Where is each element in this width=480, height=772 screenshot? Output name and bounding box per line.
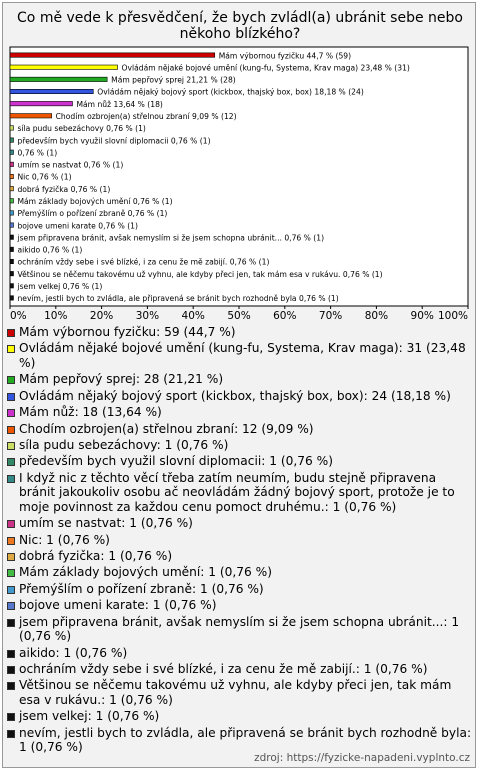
legend-item [6, 422, 476, 437]
legend-label: Přemýšlím o pořízení zbraně: 1 (0,76 %) [19, 581, 264, 596]
legend-label: nevím, jestli bych to zvládla, ale připravená se bránit bych rozhodně byla: 1 (0,76 %) [19, 725, 472, 755]
legend-swatch [7, 458, 15, 466]
tick-label: 20% [89, 310, 114, 322]
data-label: ochráním vždy sebe i své blízké, i za cenu že mě zabijí. 0,76 % (1) [17, 257, 270, 267]
tick-label: 40% [181, 310, 205, 322]
bar-chart [0, 0, 480, 325]
legend-item [6, 533, 476, 548]
legend-swatch [7, 442, 15, 450]
data-label: dobrá fyzička 0,76 % (1) [17, 184, 111, 194]
legend-label: I když nic z těchto věcí třeba zatím neumím, budu stejně připravena bránit jakoukoliv osobu ač neovládám žádný bojový sport, protože je to moje povinnost za každou cenu pomoct druhému.: 1 (0,76 %) [19, 470, 455, 514]
data-label: Chodím ozbrojen(a) střelnou zbraní 9,09 % (12) [55, 111, 237, 121]
data-label: Ovládám nějaké bojové umění (kung-fu, Systema, Krav maga) 23,48 % (31) [121, 63, 410, 73]
bar [10, 211, 13, 215]
chart-legend [6, 325, 476, 757]
legend-swatch [7, 586, 15, 594]
legend-label: dobrá fyzička: 1 (0,76 %) [19, 549, 173, 564]
legend-item [6, 709, 476, 724]
legend-label: bojove umeni karate: 1 (0,76 %) [19, 598, 217, 613]
legend-swatch [7, 666, 15, 674]
legend-label: síla pudu sebezáchovy: 1 (0,76 %) [19, 437, 229, 452]
tick-label: 90% [410, 310, 434, 322]
legend-label: Ovládám nějaký bojový sport (kickbox, thajský box, box): 24 (18,18 %) [19, 388, 451, 403]
legend-item [6, 615, 476, 644]
bar [10, 162, 13, 166]
bar [10, 138, 13, 142]
legend-label: Mám pepřový sprej: 28 (21,21 %) [19, 372, 224, 387]
legend-item [6, 549, 476, 564]
bar [10, 126, 13, 130]
legend-swatch [7, 409, 15, 417]
plot-area [10, 47, 468, 306]
tick-label: 70% [318, 310, 343, 322]
legend-item [6, 646, 476, 661]
data-label: nevím, jestli bych to zvládla, ale připravená se bránit bych rozhodně byla 0,76 % (1) [17, 294, 339, 304]
data-label: především bych využil slovní diplomacii 0,76 % (1) [17, 136, 211, 146]
legend-swatch [7, 537, 15, 545]
legend-swatch [7, 713, 15, 721]
data-label: Přemýšlím o pořízení zbraně 0,76 % (1) [17, 209, 168, 219]
data-label: Mám základy bojových umění 0,76 % (1) [17, 196, 173, 206]
legend-swatch [7, 475, 15, 483]
legend-label: Nic: 1 (0,76 %) [19, 532, 110, 547]
legend-item [6, 582, 476, 597]
tick-label: 100% [437, 310, 468, 322]
legend-label: především bych využil slovní diplomacii: 1 (0,76 %) [19, 454, 333, 469]
legend-label: umím se nastvat: 1 (0,76 %) [19, 516, 193, 531]
legend-swatch [7, 602, 15, 610]
legend-item [6, 662, 476, 677]
bar [10, 150, 13, 154]
data-label: Mám nůž 13,64 % (18) [76, 99, 163, 109]
bar [10, 77, 107, 81]
tick-label: 10% [44, 310, 68, 322]
legend-swatch [7, 650, 15, 658]
legend-item [6, 471, 476, 515]
source-link[interactable]: zdroj: https://fyzicke-napadeni.vyplnto.cz [254, 752, 470, 764]
bar [10, 296, 13, 300]
data-label: aikido 0,76 % (1) [17, 245, 83, 255]
legend-label: jsem velkej: 1 (0,76 %) [19, 709, 160, 724]
legend-label: aikido: 1 (0,76 %) [19, 645, 128, 660]
data-label: Nic 0,76 % (1) [17, 172, 72, 182]
tick-label: 80% [364, 310, 389, 322]
legend-swatch [7, 426, 15, 434]
legend-label: Mám výbornou fyzičku: 59 (44,7 %) [19, 325, 236, 339]
legend-swatch [7, 730, 15, 738]
tick-label: 60% [273, 310, 297, 322]
legend-swatch [7, 619, 15, 627]
tick-label: 0% [10, 310, 27, 322]
legend-swatch [7, 393, 15, 401]
data-label: jsem velkej 0,76 % (1) [17, 281, 103, 291]
tick-label: 50% [227, 310, 251, 322]
legend-item [6, 598, 476, 613]
legend-label: Ovládám nějaké bojové umění (kung-fu, Systema, Krav maga): 31 (23,48 %) [19, 341, 466, 370]
bar [10, 65, 118, 69]
legend-item [6, 341, 476, 370]
legend-item [6, 325, 476, 340]
bar [10, 174, 13, 178]
bar [10, 284, 13, 288]
legend-swatch [7, 520, 15, 528]
bar [10, 114, 52, 118]
tick-label: 30% [135, 310, 160, 322]
data-label: 0,76 % (1) [17, 148, 58, 158]
legend-swatch [7, 376, 15, 384]
legend-swatch [7, 553, 15, 561]
legend-label: Mám nůž: 18 (13,64 %) [19, 405, 162, 420]
legend-label: Mám základy bojových umění: 1 (0,76 %) [19, 565, 273, 580]
data-label: umím se nastvat 0,76 % (1) [17, 160, 124, 170]
legend-item [6, 389, 476, 404]
bar [10, 101, 72, 105]
legend-label: Chodím ozbrojen(a) střelnou zbraní: 12 (9,09 %) [19, 421, 314, 436]
bar [10, 259, 13, 263]
legend-label: Většinou se něčemu takovému už vyhnu, ale kdyby přeci jen, tak mám esa v rukávu.: 1 (0,76 %) [19, 678, 452, 707]
data-label: Mám pepřový sprej 21,21 % (28) [111, 75, 236, 85]
data-label: Ovládám nějaký bojový sport (kickbox, thajský box, box) 18,18 % (24) [97, 87, 364, 97]
bar [10, 199, 13, 203]
bar [10, 247, 13, 251]
legend-item [6, 405, 476, 420]
legend-swatch [7, 345, 15, 353]
bar [10, 235, 13, 239]
legend-swatch [7, 682, 15, 690]
data-label: síla pudu sebezáchovy 0,76 % (1) [17, 124, 146, 134]
data-label: bojove umeni karate 0,76 % (1) [17, 221, 138, 231]
legend-item [6, 565, 476, 580]
bar [10, 271, 13, 275]
legend-item [6, 678, 476, 707]
legend-label: jsem připravena bránit, avšak nemyslím si že jsem schopna ubránit...: 1 (0,76 %) [19, 614, 460, 644]
data-label: jsem připravena bránit, avšak nemyslím si že jsem schopna ubránit... 0,76 % (1) [17, 233, 325, 243]
legend-item [6, 454, 476, 469]
legend-swatch [7, 329, 15, 337]
bar [10, 186, 13, 190]
bar [10, 53, 215, 57]
legend-item [6, 438, 476, 453]
legend-item [6, 726, 476, 755]
legend-label: ochráním vždy sebe i své blízké, i za cenu že mě zabijí.: 1 (0,76 %) [19, 662, 428, 677]
legend-item [6, 372, 476, 387]
bar [10, 89, 93, 93]
legend-item [6, 516, 476, 531]
bar [10, 223, 13, 227]
chart-title: Co mě vede k přesvědčení, že bych zvládl(a) ubránit sebe nebo někoho blízkého? [17, 10, 463, 42]
data-label: Mám výbornou fyzičku 44,7 % (59) [218, 51, 352, 61]
data-label: Většinou se něčemu takovému už vyhnu, ale kdyby přeci jen, tak mám esa v rukávu. 0,76 % (1) [17, 269, 383, 279]
legend-swatch [7, 569, 15, 577]
